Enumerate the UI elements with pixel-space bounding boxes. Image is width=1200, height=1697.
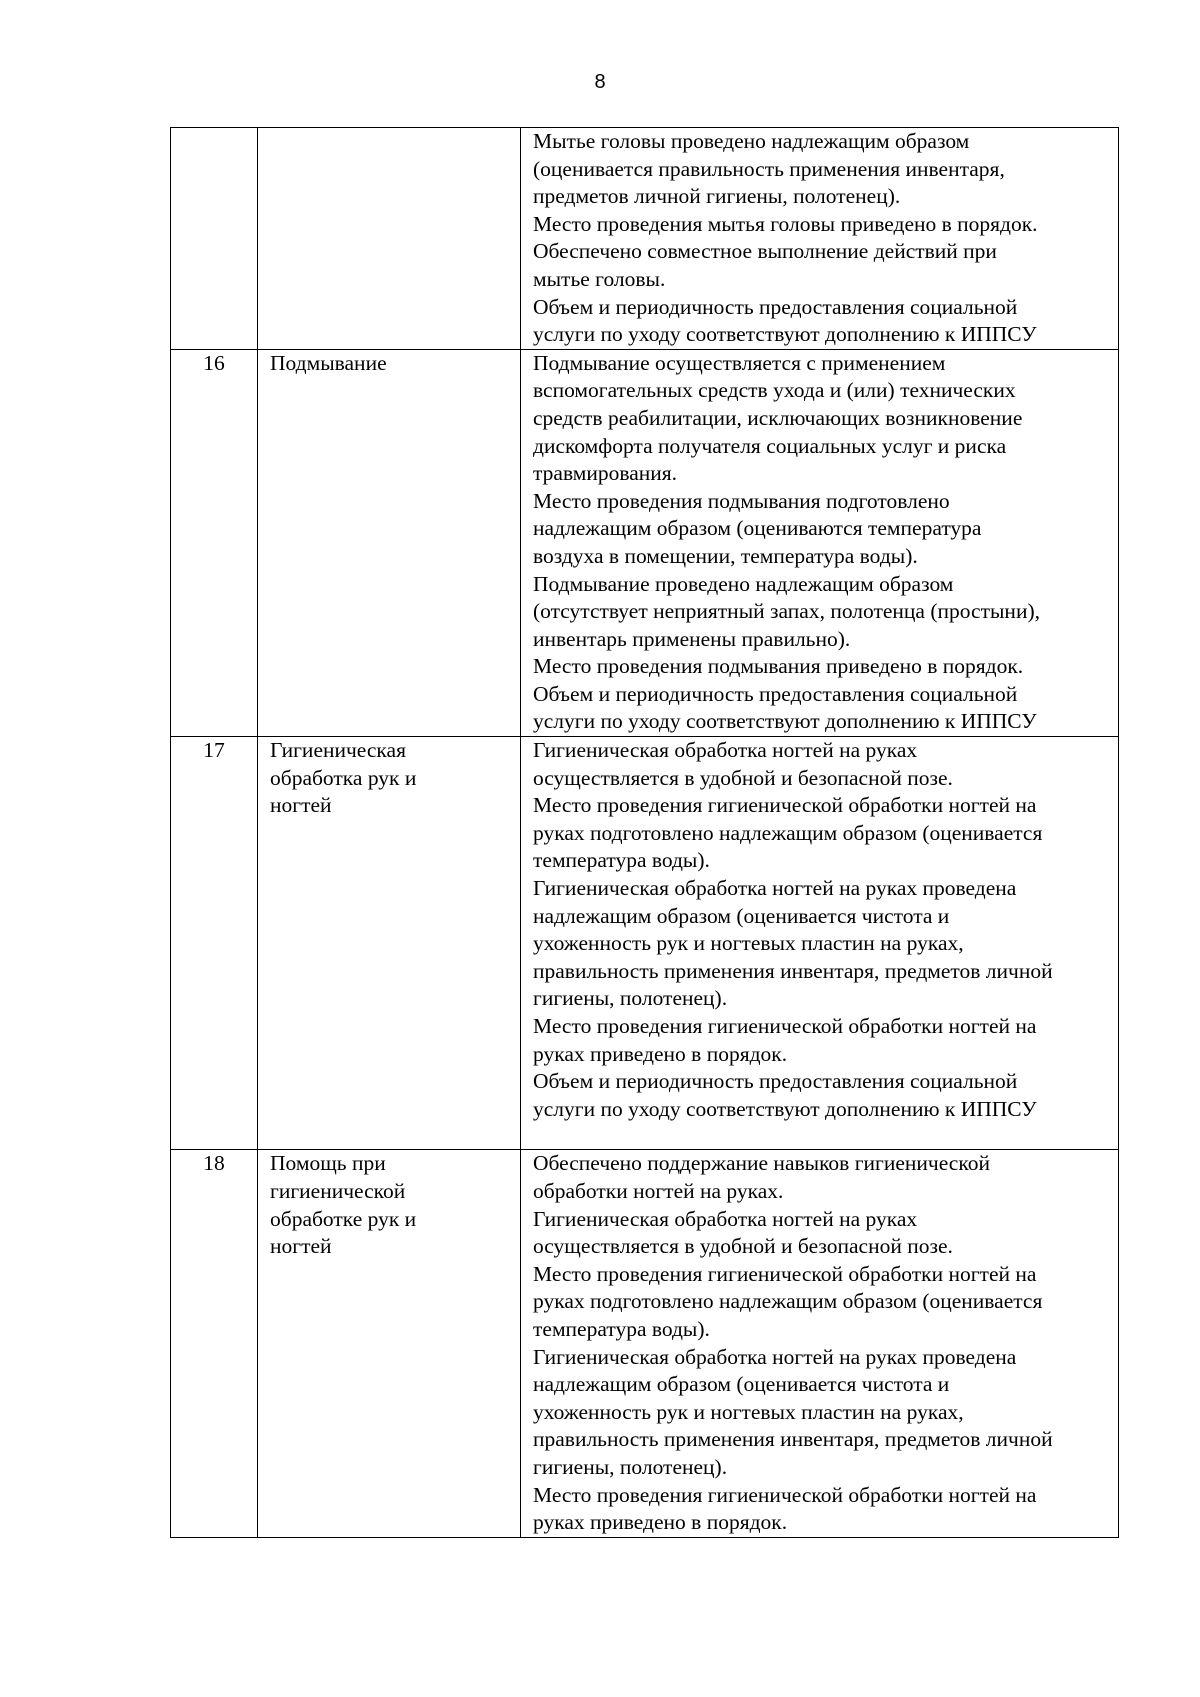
service-name-cell xyxy=(258,349,521,736)
criteria-line: (отсутствует неприятный запах, полотенца (простыни), xyxy=(533,599,1040,624)
criteria-line: Объем и периодичность предоставления социальной xyxy=(533,1069,1018,1094)
quality-criteria-cell xyxy=(521,349,1119,736)
service-name-cell xyxy=(258,1150,521,1537)
criteria-line: температура воды). xyxy=(533,848,710,873)
criteria-line: Место проведения мытья головы приведено в порядок. xyxy=(533,211,1038,236)
service-name-cell xyxy=(258,737,521,1150)
criteria-line: Гигиеническая обработка ногтей на руках проведена xyxy=(533,876,1017,901)
criteria-line: гигиены, полотенец). xyxy=(533,1454,728,1479)
criteria-line: надлежащим образом (оценивается чистота и xyxy=(533,1372,950,1397)
quality-criteria-cell xyxy=(521,128,1119,350)
criteria-line: вспомогательных средств ухода и (или) технических xyxy=(533,378,1016,403)
service-name-line: ногтей xyxy=(270,1234,332,1259)
table-row xyxy=(171,1150,1119,1537)
criteria-line: Объем и периодичность предоставления социальной xyxy=(533,294,1018,319)
criteria-line: ухоженность рук и ногтевых пластин на руках, xyxy=(533,931,964,956)
criteria-line: Подмывание осуществляется с применением xyxy=(533,350,946,375)
quality-criteria-cell xyxy=(521,1150,1119,1537)
criteria-line: правильность применения инвентаря, предметов личной xyxy=(533,1427,1053,1452)
requirements-table xyxy=(170,127,1119,1538)
row-number-cell: 17 xyxy=(171,737,258,1150)
service-name-line: обработка рук и xyxy=(270,765,417,790)
criteria-line: Место проведения подмывания подготовлено xyxy=(533,488,950,513)
criteria-line: руках подготовлено надлежащим образом (оценивается xyxy=(533,820,1043,845)
criteria-line: руках приведено в порядок. xyxy=(533,1510,788,1535)
criteria-line: Объем и периодичность предоставления социальной xyxy=(533,681,1018,706)
service-name-line: гигиенической xyxy=(270,1178,406,1203)
table-row xyxy=(171,737,1119,1150)
criteria-line: Обеспечено совместное выполнение действий при xyxy=(533,239,997,264)
criteria-line: Место проведения подмывания приведено в порядок. xyxy=(533,654,1024,679)
service-name-line: Помощь при xyxy=(270,1151,386,1176)
criteria-line: Место проведения гигиенической обработки ногтей на xyxy=(533,793,1037,818)
criteria-line: правильность применения инвентаря, предметов личной xyxy=(533,958,1053,983)
criteria-line: услуги по уходу соответствуют дополнению к ИППСУ xyxy=(533,322,1037,347)
criteria-line: Гигиеническая обработка ногтей на руках проведена xyxy=(533,1344,1017,1369)
criteria-line: надлежащим образом (оценивается чистота и xyxy=(533,903,950,928)
table-body xyxy=(171,128,1119,1538)
service-name-line: Подмывание xyxy=(270,350,387,375)
criteria-line: гигиены, полотенец). xyxy=(533,986,728,1011)
criteria-line: средств реабилитации, исключающих возникновение xyxy=(533,405,1023,430)
criteria-line: осуществляется в удобной и безопасной позе. xyxy=(533,1234,953,1259)
service-name-line: Гигиеническая xyxy=(270,738,406,763)
criteria-line: руках приведено в порядок. xyxy=(533,1041,788,1066)
criteria-line: обработки ногтей на руках. xyxy=(533,1178,784,1203)
criteria-line: инвентарь применены правильно). xyxy=(533,626,851,651)
quality-criteria-cell xyxy=(521,737,1119,1150)
criteria-line: Подмывание проведено надлежащим образом xyxy=(533,571,954,596)
criteria-line: услуги по уходу соответствуют дополнению к ИППСУ xyxy=(533,1096,1037,1121)
criteria-line: (оценивается правильность применения инвентаря, xyxy=(533,156,1005,181)
criteria-line: травмирования. xyxy=(533,461,678,486)
criteria-line: Обеспечено поддержание навыков гигиенической xyxy=(533,1151,990,1176)
criteria-line: температура воды). xyxy=(533,1316,710,1341)
criteria-line: предметов личной гигиены, полотенец). xyxy=(533,184,901,209)
criteria-line: дискомфорта получателя социальных услуг и риска xyxy=(533,433,1007,458)
service-name-line: обработке рук и xyxy=(270,1206,417,1231)
criteria-line: Место проведения гигиенической обработки ногтей на xyxy=(533,1261,1037,1286)
criteria-line: Гигиеническая обработка ногтей на руках xyxy=(533,1206,918,1231)
criteria-line: мытье головы. xyxy=(533,266,666,291)
criteria-line: воздуха в помещении, температура воды). xyxy=(533,543,918,568)
page-number: 8 xyxy=(594,71,606,93)
service-name-cell xyxy=(258,128,521,350)
criteria-line: осуществляется в удобной и безопасной позе. xyxy=(533,765,953,790)
criteria-line: Место проведения гигиенической обработки ногтей на xyxy=(533,1482,1037,1507)
criteria-line: ухоженность рук и ногтевых пластин на руках, xyxy=(533,1399,964,1424)
table-row xyxy=(171,128,1119,350)
criteria-line: Мытье головы проведено надлежащим образом xyxy=(533,129,970,153)
criteria-line: Место проведения гигиенической обработки ногтей на xyxy=(533,1014,1037,1038)
criteria-line: надлежащим образом (оцениваются температура xyxy=(533,516,982,541)
table-row xyxy=(171,349,1119,736)
criteria-line: услуги по уходу соответствуют дополнению к ИППСУ xyxy=(533,709,1037,734)
row-number-cell xyxy=(171,128,258,350)
criteria-line: Гигиеническая обработка ногтей на руках xyxy=(533,738,918,763)
row-number-cell: 18 xyxy=(171,1150,258,1537)
row-number-cell: 16 xyxy=(171,349,258,736)
service-name-line: ногтей xyxy=(270,793,332,818)
criteria-line: руках подготовлено надлежащим образом (оценивается xyxy=(533,1289,1043,1314)
